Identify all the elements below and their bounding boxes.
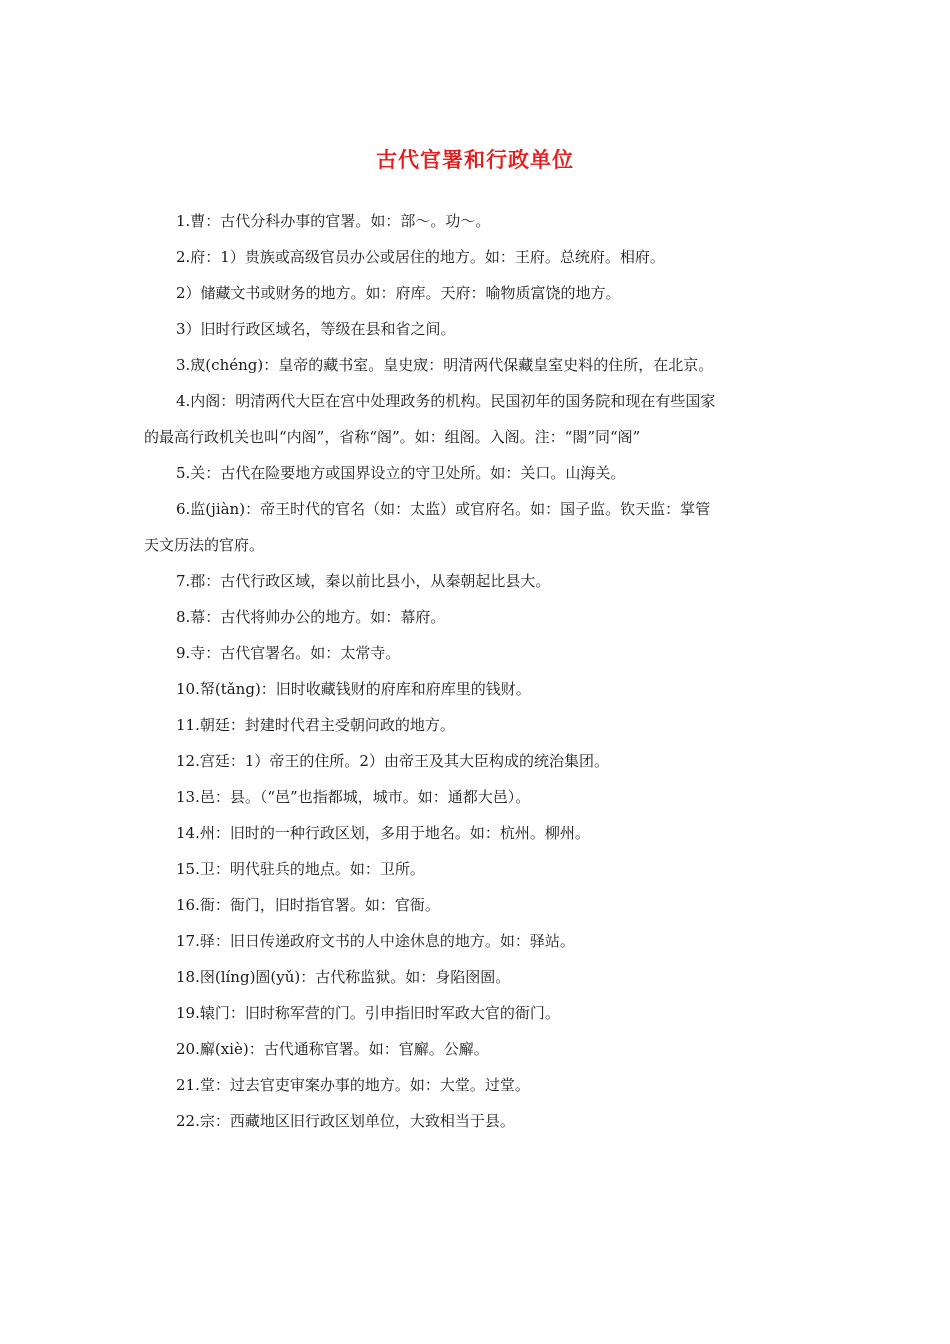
text-line: 18.囹(líng)圄(yǔ)：古代称监狱。如：身陷囹圄。 — [176, 968, 511, 986]
text-line: 9.寺：古代官署名。如：太常寺。 — [176, 644, 401, 662]
text-line: 10.帑(tǎng)：旧时收藏钱财的府库和府库里的钱财。 — [176, 680, 531, 698]
text-line: 11.朝廷：封建时代君主受朝问政的地方。 — [176, 716, 455, 734]
text-line: 3.宬(chéng)：皇帝的藏书室。皇史宬：明清两代保藏皇室史料的住所，在北京。 — [176, 356, 714, 374]
text-line: 21.堂：过去官吏审案办事的地方。如：大堂。过堂。 — [176, 1076, 530, 1094]
text-line: 22.宗：西藏地区旧行政区划单位，大致相当于县。 — [176, 1112, 515, 1130]
text-line: 的最高行政机关也叫“内阁”，省称“阁”。如：组阁。入阁。注：“閤”同“阁” — [144, 428, 641, 446]
text-line: 2）储藏文书或财务的地方。如：府库。天府：喻物质富饶的地方。 — [176, 284, 621, 302]
text-line: 19.辕门：旧时称军营的门。引申指旧时军政大官的衙门。 — [176, 1004, 560, 1022]
text-line: 6.监(jiàn)：帝王时代的官名（如：太监）或官府名。如：国子监。钦天监：掌管 — [176, 500, 711, 518]
text-line: 12.宫廷：1）帝王的住所。2）由帝王及其大臣构成的统治集团。 — [176, 752, 609, 770]
text-line: 5.关：古代在险要地方或国界设立的守卫处所。如：关口。山海关。 — [176, 464, 626, 482]
text-line: 7.郡：古代行政区域，秦以前比县小，从秦朝起比县大。 — [176, 572, 551, 590]
text-line: 1.曹：古代分科办事的官署。如：部～。功～。 — [176, 212, 491, 230]
text-line: 14.州：旧时的一种行政区划，多用于地名。如：杭州。柳州。 — [176, 824, 590, 842]
text-line: 天文历法的官府。 — [144, 536, 265, 554]
document-title: 古代官署和行政单位 — [376, 148, 574, 172]
text-line: 2.府：1）贵族或高级官员办公或居住的地方。如：王府。总统府。相府。 — [176, 248, 665, 266]
text-line: 3）旧时行政区域名，等级在县和省之间。 — [176, 320, 456, 338]
text-line: 13.邑：县。（“邑”也指都城，城市。如：通都大邑）。 — [176, 788, 531, 806]
text-line: 8.幕：古代将帅办公的地方。如：幕府。 — [176, 608, 446, 626]
text-line: 16.衙：衙门，旧时指官署。如：官衙。 — [176, 896, 440, 914]
text-line: 20.廨(xiè)：古代通称官署。如：官廨。公廨。 — [176, 1040, 489, 1058]
text-line: 17.驿：旧日传递政府文书的人中途休息的地方。如：驿站。 — [176, 932, 575, 950]
text-line: 15.卫：明代驻兵的地点。如：卫所。 — [176, 860, 425, 878]
text-line: 4.内阁：明清两代大臣在宫中处理政务的机构。民国初年的国务院和现在有些国家 — [176, 392, 716, 410]
document-body — [144, 203, 809, 1139]
